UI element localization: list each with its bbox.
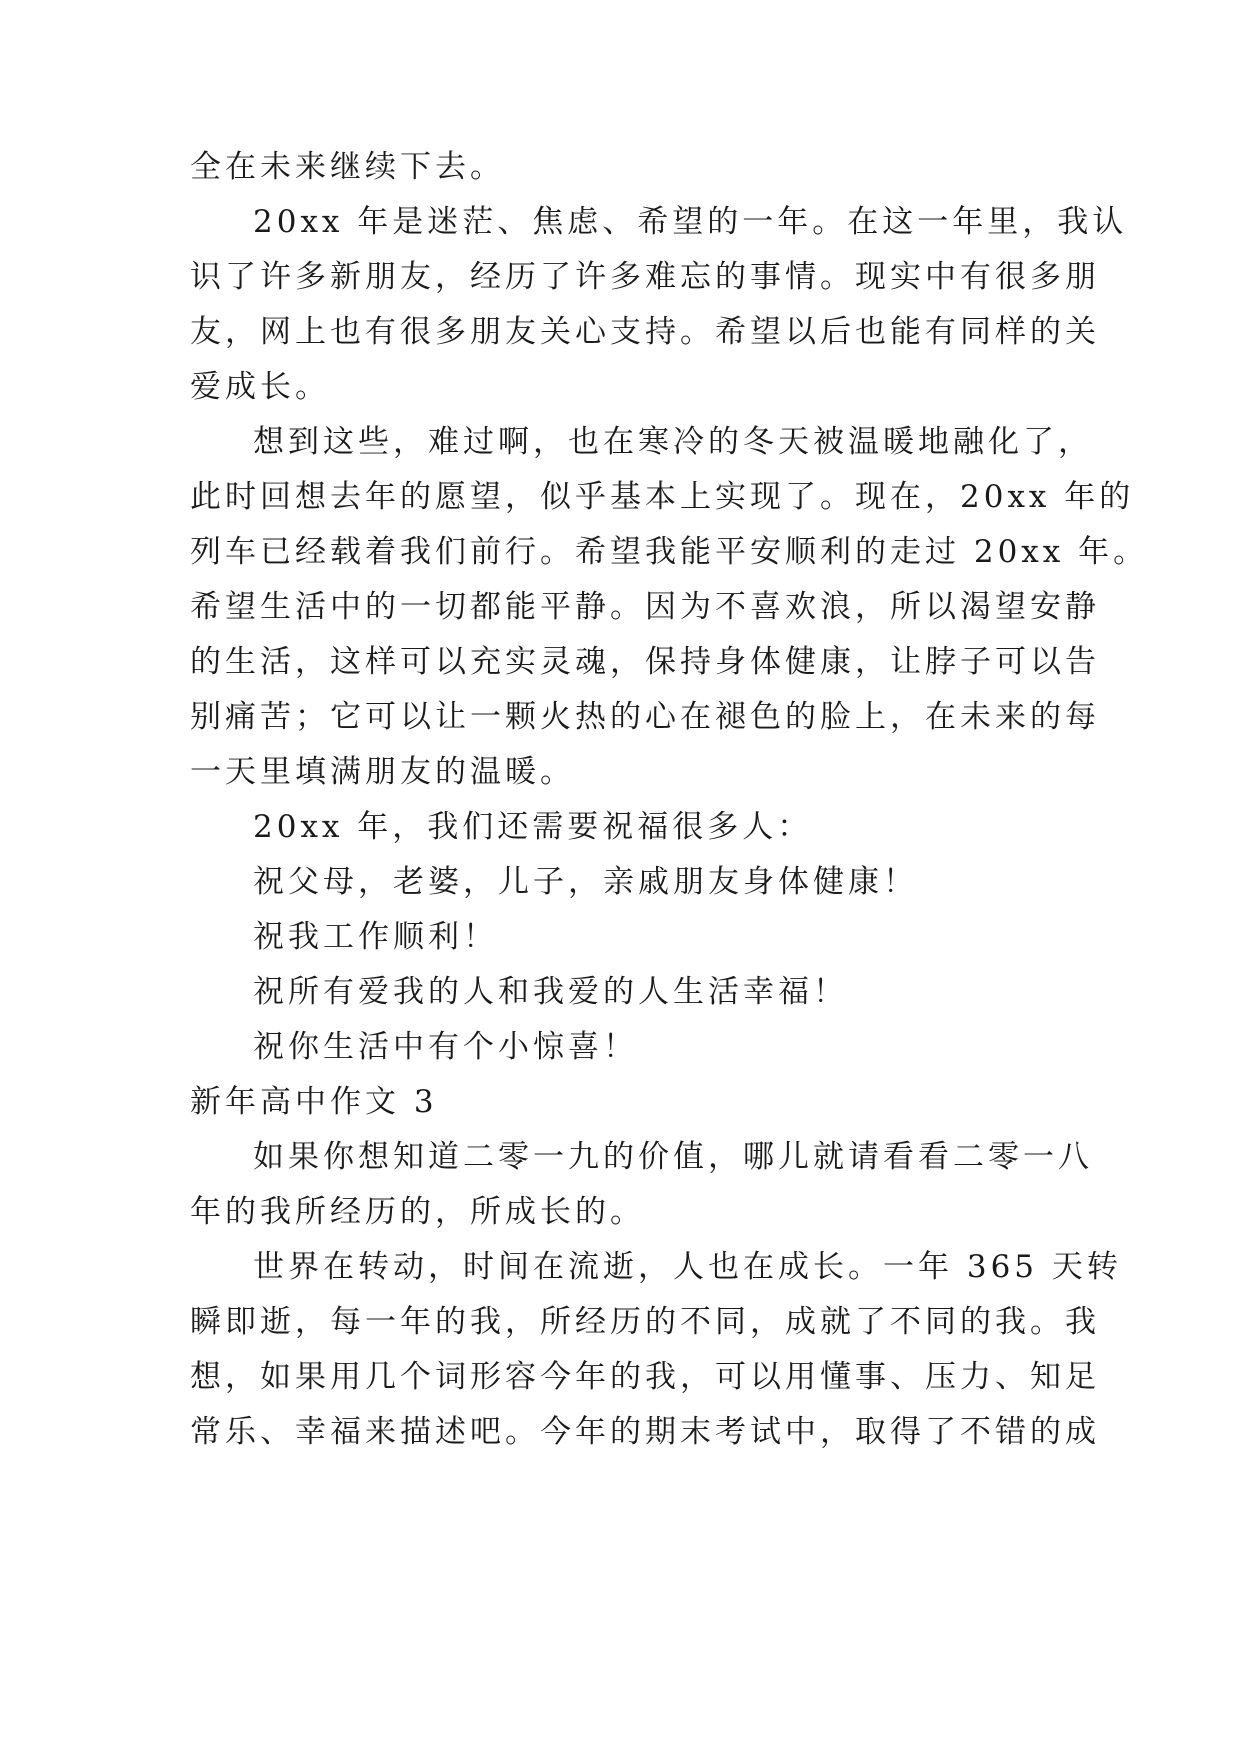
text-line: 祝你生活中有个小惊喜！ <box>253 1029 638 1065</box>
text-line: 祝所有爱我的人和我爱的人生活幸福！ <box>253 974 848 1010</box>
text-line: 识了许多新朋友，经历了许多难忘的事情。现实中有很多朋 <box>190 259 1100 295</box>
text-line: 祝父母，老婆，儿子，亲戚朋友身体健康！ <box>253 864 918 900</box>
text-line: 如果你想知道二零一九的价值，哪儿就请看看二零一八 <box>253 1139 1093 1175</box>
text-line: 世界在转动，时间在流逝，人也在成长。一年 365 天转 <box>253 1249 1122 1285</box>
text-line: 瞬即逝，每一年的我，所经历的不同，成就了不同的我。我 <box>190 1304 1100 1340</box>
text-line: 想，如果用几个词形容今年的我，可以用懂事、压力、知足 <box>190 1359 1100 1395</box>
text-line: 想到这些，难过啊，也在寒冷的冬天被温暖地融化了， <box>253 424 1093 460</box>
text-line: 20xx 年是迷茫、焦虑、希望的一年。在这一年里，我认 <box>253 204 1128 240</box>
text-line: 别痛苦；它可以让一颗火热的心在褪色的脸上，在未来的每 <box>190 699 1100 735</box>
text-line: 20xx 年，我们还需要祝福很多人： <box>253 809 813 845</box>
text-line: 全在未来继续下去。 <box>190 149 505 185</box>
text-line: 希望生活中的一切都能平静。因为不喜欢浪，所以渴望安静 <box>190 589 1100 625</box>
text-line: 此时回想去年的愿望，似乎基本上实现了。现在，20xx 年的 <box>190 479 1135 515</box>
text-line: 常乐、幸福来描述吧。今年的期末考试中，取得了不错的成 <box>190 1414 1100 1450</box>
text-line: 年的我所经历的，所成长的。 <box>190 1194 645 1230</box>
text-line: 爱成长。 <box>190 369 330 405</box>
text-line: 列车已经载着我们前行。希望我能平安顺利的走过 20xx 年。 <box>190 534 1149 570</box>
text-line: 友，网上也有很多朋友关心支持。希望以后也能有同样的关 <box>190 314 1100 350</box>
section-heading: 新年高中作文 3 <box>190 1084 438 1120</box>
text-line: 祝我工作顺利！ <box>253 919 498 955</box>
text-line: 的生活，这样可以充实灵魂，保持身体健康，让脖子可以告 <box>190 644 1100 680</box>
text-line: 一天里填满朋友的温暖。 <box>190 754 575 790</box>
